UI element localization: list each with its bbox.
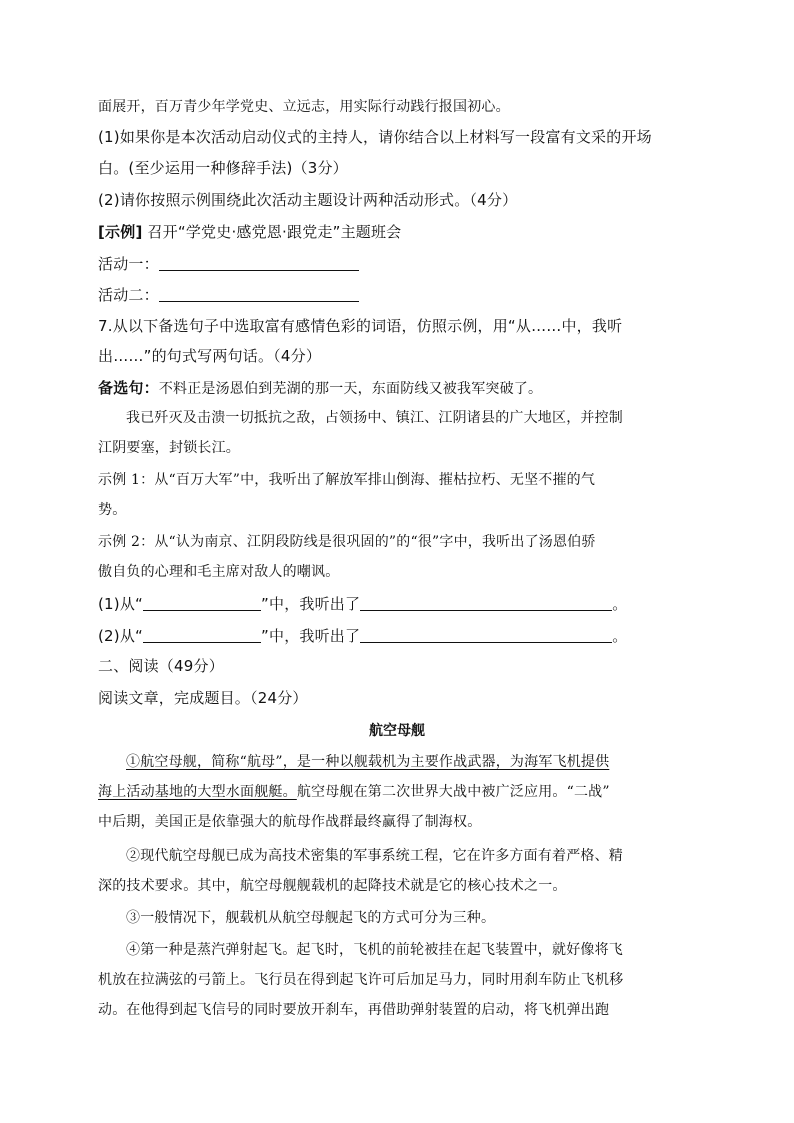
section-heading: 二、阅读（49分） — [98, 657, 224, 675]
question-7: 7.从以下备选句子中选取富有感情色彩的词语，仿照示例，用“从……中，我听 — [98, 317, 623, 335]
answer-1-blank-a[interactable] — [143, 596, 261, 611]
candidate-text-2: 我已歼灭及击溃一切抵抗之敌，占领扬中、镇江、江阴诸县的广大地区，并控制 — [126, 410, 623, 426]
example-label: [示例] — [98, 223, 143, 241]
paragraph-3: ③一般情况下，舰载机从航空母舰起飞的方式可分为三种。 — [126, 910, 496, 926]
activity-2-label: 活动二： — [98, 286, 159, 304]
paragraph-1-line-3: 中后期，美国正是依靠强大的航母作战群最终赢得了制海权。 — [98, 814, 482, 830]
reading-instruction: 阅读文章，完成题目。（24分） — [98, 689, 308, 707]
answer-1-end: 。 — [612, 595, 628, 613]
definition-underlined: ①航空母舰，简称“航母”，是一种以舰载机为主要作战武器，为海军飞机提供 — [126, 754, 610, 770]
answer-1-prefix: (1)从“ — [98, 595, 144, 613]
answer-1-blank-b[interactable] — [360, 596, 612, 611]
article-title: 航空母舰 — [369, 723, 425, 739]
candidate-text-2-cont: 江阴要塞，封锁长江。 — [98, 440, 240, 456]
example-text: 召开“学党史·感党恩·跟党走”主题班会 — [142, 223, 402, 241]
candidate-text: 不料正是汤恩伯到芜湖的那一天，东面防线又被我军突破了。 — [158, 381, 543, 397]
activity-2-blank[interactable] — [159, 287, 359, 302]
activity-2 — [98, 285, 359, 305]
paragraph-4-line-2: 机放在拉满弦的弓箭上。飞行员在得到起飞许可后加足马力，同时用刹车防止飞机移 — [98, 972, 624, 988]
candidate-label: 备选句： — [98, 379, 159, 397]
example-1-cont: 势。 — [98, 502, 127, 518]
question-7-cont: 出……”的句式写两句话。（4分） — [98, 347, 322, 365]
activity-1 — [98, 254, 359, 274]
paragraph-1-rest: 航空母舰在第二次世界大战中被广泛应用。“二战” — [296, 784, 610, 800]
definition-underlined-2: 海上活动基地的大型水面舰艇。 — [98, 784, 297, 800]
example-2-cont: 傲自负的心理和毛主席对敌人的嘲讽。 — [98, 564, 340, 580]
paragraph-2-line-1: ②现代航空母舰已成为高技术密集的军事系统工程，它在许多方面有着严格、精 — [126, 848, 623, 864]
paragraph-1-line-2 — [98, 782, 610, 802]
answer-2-blank-b[interactable] — [360, 628, 612, 643]
question-1-cont: 白。(至少运用一种修辞手法)（3分） — [98, 159, 348, 177]
question-1: (1)如果你是本次活动启动仪式的主持人，请你结合以上材料写一段富有文采的开场 — [98, 128, 652, 146]
paragraph-2-line-2: 深的技术要求。其中，航空母舰舰载机的起降技术就是它的核心技术之一。 — [98, 878, 567, 894]
paragraph-4-line-1: ④第一种是蒸汽弹射起飞。起飞时，飞机的前轮被挂在起飞装置中，就好像将飞 — [126, 942, 623, 958]
answer-1 — [98, 594, 627, 614]
question-2: (2)请你按照示例围绕此次活动主题设计两种活动形式。（4分） — [98, 191, 518, 209]
example-line — [98, 222, 401, 242]
paragraph-1-line-1 — [126, 752, 609, 772]
answer-2-end: 。 — [612, 627, 628, 645]
answer-2 — [98, 626, 627, 646]
activity-1-blank[interactable] — [159, 256, 359, 271]
answer-2-mid: ”中，我听出了 — [261, 627, 361, 645]
paragraph-4-line-3: 动。在他得到起飞信号的同时要放开刹车，再借助弹射装置的启动，将飞机弹出跑 — [98, 1002, 610, 1018]
example-2: 示例 2：从“认为南京、江阴段防线是很巩固的”的“很”字中，我听出了汤恩伯骄 — [98, 534, 596, 550]
example-1: 示例 1：从“百万大军”中，我听出了解放军排山倒海、摧枯拉朽、无坚不摧的气 — [98, 472, 596, 488]
answer-1-mid: ”中，我听出了 — [261, 595, 361, 613]
activity-1-label: 活动一： — [98, 255, 159, 273]
answer-2-prefix: (2)从“ — [98, 627, 144, 645]
candidate-line — [98, 378, 542, 399]
answer-2-blank-a[interactable] — [143, 628, 261, 643]
text-line: 面展开，百万青少年学党史、立远志，用实际行动践行报国初心。 — [98, 99, 510, 115]
